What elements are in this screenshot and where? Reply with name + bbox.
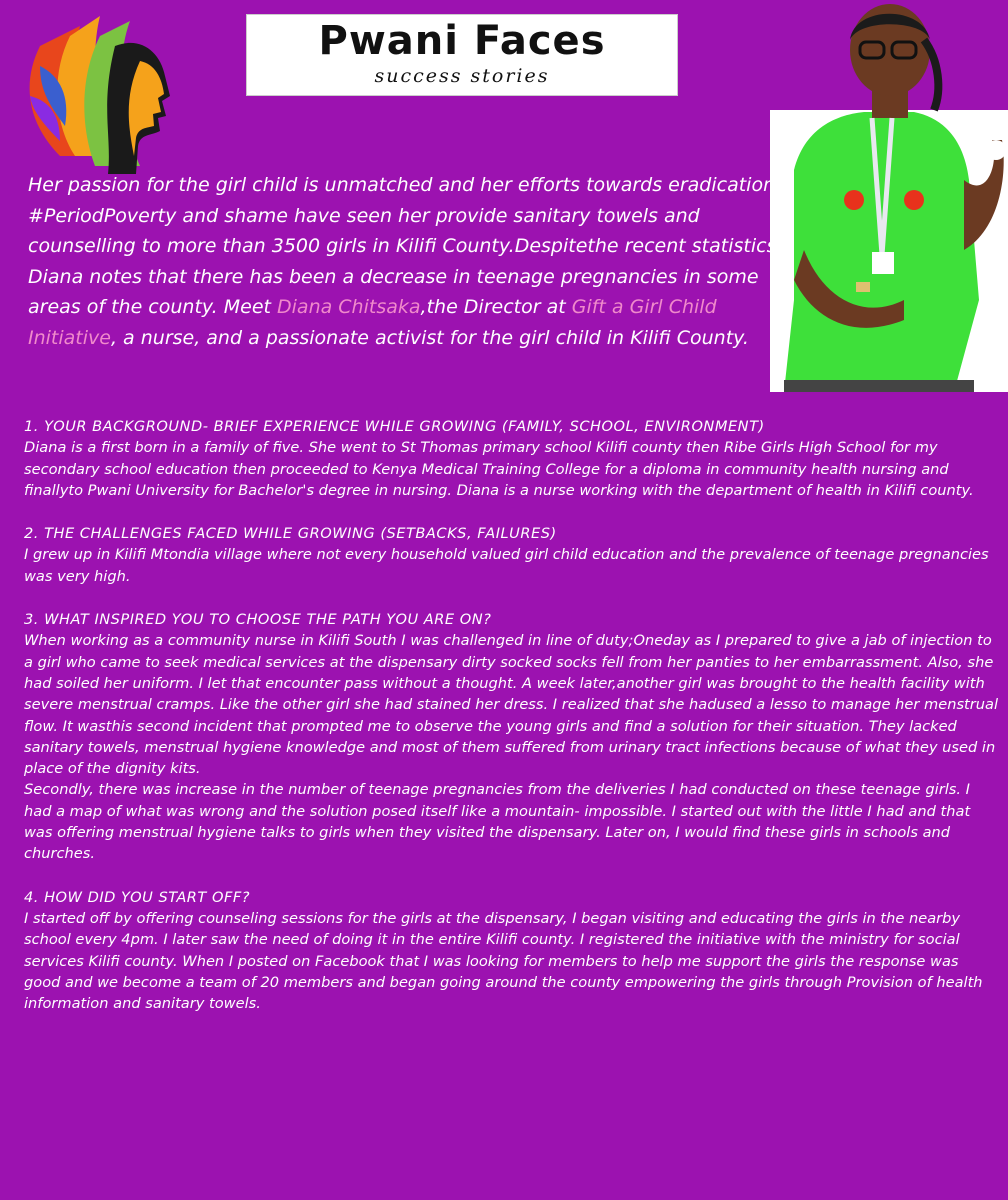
header-subtitle: success stories — [374, 65, 550, 87]
section-title: 4. HOW DID YOU START OFF? — [24, 888, 251, 906]
woman-portrait-photo — [764, 0, 1008, 392]
section-body: Diana is a first born in a family of five. She went to St Thomas primary school Kilifi county then Ribe Girls High School for my secondary school education then proceeded to Kenya Medical Training College for a diploma in community health nursing and finallyto Pwani University for Bachelor's degree in nursing. Diana is a nurse working with the department of health in Kilifi county. — [24, 439, 974, 499]
interview-sections — [24, 416, 999, 1036]
section-start — [24, 887, 999, 1015]
section-body-continued: Secondly, there was increase in the number of teenage pregnancies from the deliveries I had conducted on these teenage girls. I had a map of what was wrong and the solution posed itself like a mountain- impossible. I started out with the little I had and that was offering menstrual hygiene talks to girls when they visited the dispensary. Later on, I would find these girls in schools and churches. — [24, 781, 971, 863]
section-body: I started off by offering counseling sessions for the girls at the dispensary, I began visiting and educating the girls in the nearby school every 4pm. I later saw the need of doing it in the entire Kilifi county. I registered the initiative with the ministry for social services Kilifi county. When I posted on Facebook that I was looking for members to help me support the girls the response was good and we become a team of 20 members and began going around the county empowering the girls through Provision of health information and sanitary towels. — [24, 909, 983, 1013]
section-title: 3. WHAT INSPIRED YOU TO CHOOSE THE PATH YOU ARE ON? — [24, 611, 492, 629]
intro-text-3: , a nurse, and a passionate activist for the girl child in Kilifi County. — [110, 326, 749, 349]
header-banner — [246, 14, 678, 96]
section-challenges — [24, 523, 999, 587]
header-title: Pwani Faces — [318, 18, 606, 64]
section-title: 1. YOUR BACKGROUND- BRIEF EXPERIENCE WHILE GROWING (FAMILY, SCHOOL, ENVIRONMENT) — [24, 418, 765, 435]
intro-paragraph — [28, 170, 788, 353]
intro-text-1: Her passion for the girl child is unmatched and her efforts towards eradication #PeriodPoverty and shame have seen her provide sanitary towels and counselling to more than 3500 girls in Kilifi County.Despitethe recent statistics, Diana notes that there has been a decrease in teenage pregnancies in some areas of the county. Meet — [28, 174, 783, 318]
organization-name: Gift a Girl Child Initiative — [28, 296, 717, 349]
section-background — [24, 416, 999, 501]
faces-profile-logo — [20, 6, 190, 182]
section-title: 2. THE CHALLENGES FACED WHILE GROWING (SETBACKS, FAILURES) — [24, 525, 557, 543]
section-inspiration — [24, 609, 999, 865]
person-name: Diana Chitsaka — [277, 296, 421, 318]
intro-text-2: ,the Director at — [420, 296, 572, 318]
section-body: I grew up in Kilifi Mtondia village where not every household valued girl child education and the prevalence of teenage pregnancies was very high. — [24, 546, 989, 585]
section-body: When working as a community nurse in Kilifi South I was challenged in line of duty;Oneday as I prepared to give a jab of injection to a girl who came to seek medical services at the dispensary dirty socked socks fell from her panties to her embarrassment. Also, she had soiled her uniform. I let that encounter pass without a thought. A week later,another girl was brought to the health facility with severe menstrual cramps. Like the other girl she had stained her dress. I realized that she hadused a lesso to manage her menstrual flow. It wasthis second incident that prompted me to observe the young girls and find a solution for their situation. They lacked sanitary towels, menstrual hygiene knowledge and most of them suffered from urinary tract infections because of what they used in place of the dignity kits. — [24, 632, 999, 778]
